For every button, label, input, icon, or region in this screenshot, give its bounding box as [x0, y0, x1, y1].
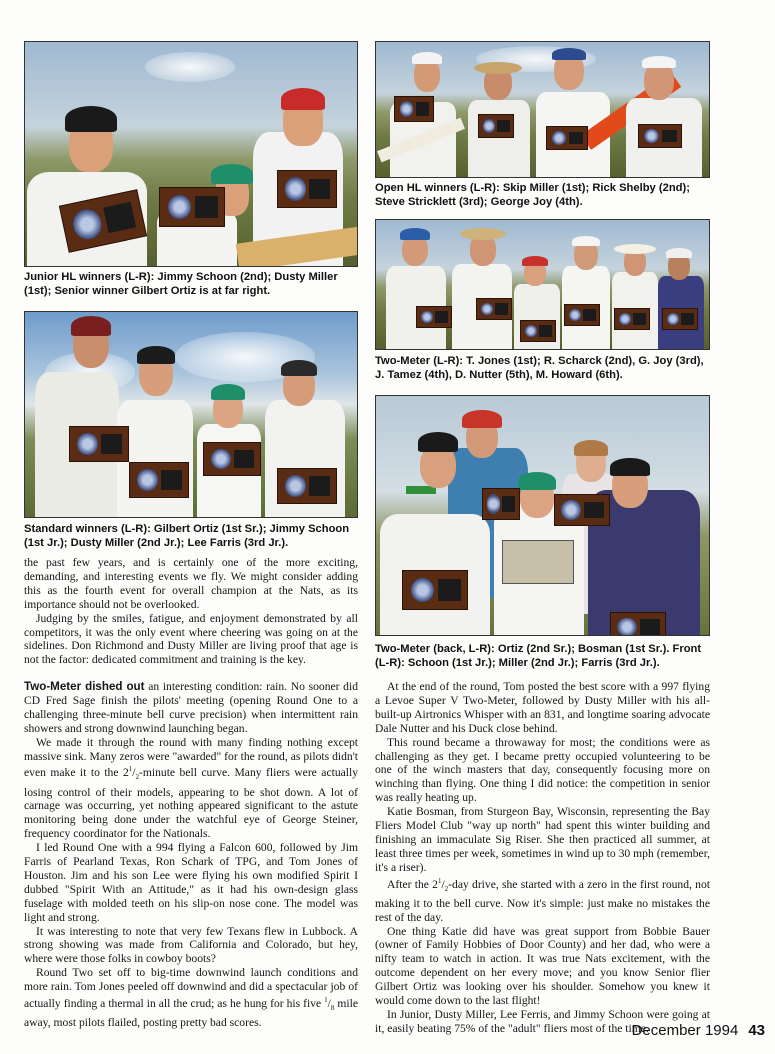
fraction-numerator: 1 [437, 876, 442, 885]
page-number: 43 [748, 1022, 765, 1039]
issue-date: December 1994 [631, 1022, 739, 1039]
photo-two-meter-group [375, 395, 710, 636]
paragraph [24, 680, 358, 736]
paragraph: Katie Bosman, from Sturgeon Bay, Wisconsin, representing the Bay Fliers Model Club "way up north" had spent this winter building and finishing an immaculate Sig Riser. She then practiced all summer, at least three times per week, sometimes in wind up to 30 mph (remember, it's a riser). [375, 805, 710, 874]
caption-junior-hl: Junior HL winners (L-R): Jimmy Schoon (2nd); Dusty Miller (1st); Senior winner Gilbert Ortiz is at far right. [24, 271, 338, 297]
plaque [610, 612, 666, 636]
paragraph-text: mile away, most pilots flailed, posting pretty bad scores. [24, 996, 358, 1030]
caption-two-meter-group: Two-Meter (back, L-R): Ortiz (2nd Sr.); Bosman (1st Sr.). Front (L-R): Schoon (1st Jr.); Miller (2nd Jr.); Farris (3rd Jr.). [375, 643, 702, 669]
plaque [520, 320, 556, 342]
paragraph: Round Two set off to big-time downwind launch conditions and more rain. Tom Jones peeled off downwind and did a spectacular job of actually finding a thermal in all the crud; as he hung for his five $^1/_8$ mile away, most pilots flailed, posting pretty bad scores. [24, 966, 358, 1030]
plaque [277, 170, 337, 208]
plaque [203, 442, 261, 476]
paragraph: One thing Katie did have was great support from Bobbie Bauer (owner of Family Hobbies of Door County) and her dad, who were a nifty team to watch in action. It was true Nats excitement, with the outcome dependent on her every move; and you know Senior flier Gilbert Ortiz was looking over his shoulder. Somehow you knew it would come down to the last flight! [375, 924, 710, 1008]
plaque [546, 126, 588, 150]
paragraph-text: -minute bell curve. Many fliers were actually losing control of their models, appearing to be shot down. A lot of carnage was occurring, yet nothing appeared significant to the astute monitoring being done under the watchful eye of George Steiner, frequency coordinator for the Nationals. [24, 766, 358, 841]
article-column-left-lower [24, 680, 358, 1030]
article-column-right [375, 680, 710, 1036]
paragraph: In Junior, Dusty Miller, Lee Ferris, and Jimmy Schoon were going at it, easily beating 75% of the "adult" fliers most of the time. [375, 1008, 710, 1035]
fraction-denominator: 2 [135, 773, 139, 782]
paragraph: After the $2^1/_2$-day drive, she started with a zero in the first round, not making it to the bell curve. Now it's simple: just make no mistakes the rest of the day. [375, 876, 710, 924]
paragraph: We made it through the round with many finding nothing except massive sink. Many zeros were "awarded" for the round, as pilots didn't even make it to the $2^1/_2$-minute bell curve. Many fliers were actually losing control of their models, appearing to be shot down. A lot of carnage was occurring, yet nothing appeared significant to the astute monitoring being done under the watchful eye of George Steiner, frequency coordinator for the Nationals. [24, 735, 358, 841]
paragraph-text: After the 2 [387, 877, 438, 891]
article-column-left-upper [24, 556, 358, 667]
plaque [564, 304, 600, 326]
photo-standard [24, 311, 358, 518]
plaque [614, 308, 650, 330]
caption-standard: Standard winners (L-R): Gilbert Ortiz (1st Sr.); Jimmy Schoon (1st Jr.); Dusty Miller (2nd Jr.); Lee Farris (3rd Jr.). [24, 523, 350, 549]
fraction-numerator: 1 [324, 996, 328, 1005]
page-footer [632, 1022, 765, 1039]
fraction-denominator: 8 [330, 1004, 335, 1013]
caption-two-meter: Two-Meter (L-R): T. Jones (1st); R. Scharck (2nd), G. Joy (3rd), J. Tamez (4th), D. Nutter (5th), M. Howard (6th). [375, 355, 704, 381]
plaque [159, 187, 225, 227]
paragraph-text: an interesting condition: rain. No sooner did CD Fred Sage finish the pilots' meeting (opening Round One to a challenging three-minute bell curve precision) when intermittent rain showers and strong downwind launching began. [24, 680, 358, 735]
photo-open-hl [375, 41, 710, 178]
paragraph: the past few years, and is certainly one of the more exciting, demanding, and interesting events we fly. We might consider adding this as the fourth event for overall champion at the Nats, as its importance should not be overlooked. [24, 556, 358, 611]
photo-junior-hl [24, 41, 358, 267]
plaque [69, 426, 129, 462]
plaque [662, 308, 698, 330]
plaque [277, 468, 337, 504]
plaque [129, 462, 189, 498]
plaque [402, 570, 468, 610]
fraction-numerator: 1 [128, 765, 133, 774]
paragraph: Judging by the smiles, fatigue, and enjoyment demonstrated by all competitors, it was the only event where cheering was going on at the sidelines. Don Richmond and Dusty Miller are living proof that age is not the factor: dedicated commitment and training is the key. [24, 611, 358, 667]
paragraph-text: We made it through the round with many finding nothing except massive sink. Many zeros were "awarded" for the round, as pilots didn't even make it to the 2 [24, 735, 358, 780]
paragraph: I led Round One with a 994 flying a Falcon 600, followed by Jim Farris of Pearland Texas, Ron Schark of TPG, and Tom Jones of Houston. Jim and his son Lee were flying his own modified Spirit I dubbed "Spirit With an Attitude," as it had his own-design glass fuselage with molded teeth on his slip-on nose cone. The model was light and strong. [24, 841, 358, 924]
paragraph: This round became a throwaway for most; the conditions were as challenging as they get. I became pretty occupied volunteering to be one of the winch masters that day, consequently focusing more on winching than flying. One thing I did notice: the competition in senior was really heating up. [375, 735, 710, 805]
plaque [394, 96, 434, 122]
paragraph: At the end of the round, Tom posted the best score with a 997 flying a Levoe Super V Two-Meter, followed by Dusty Miller with his all-built-up Airtronics Whisper with an 831, and longtime soaring advocate Dale Nutter and his Duck close behind. [375, 680, 710, 735]
section-lead: Two-Meter dished out [24, 680, 145, 693]
paragraph-text: -day drive, she started with a zero in the first round, not making it to the bell curve. Now it's simple: just make no mistakes the rest of the day. [375, 877, 710, 924]
paragraph-text: Round Two set off to big-time downwind launch conditions and more rain. Tom Jones peeled off downwind and did a spectacular job of actually finding a thermal in all the crud; as he hung for his five [24, 966, 358, 1010]
plaque [482, 488, 520, 520]
plaque [478, 114, 514, 138]
paragraph: It was interesting to note that very few Texans flew in Lubbock. A strong showing was made from California and Colorado, but hey, where were those folks in cowboy boots? [24, 924, 358, 966]
caption-open-hl: Open HL winners (L-R): Skip Miller (1st); Rick Shelby (2nd); Steve Stricklett (3rd); George Joy (4th). [375, 182, 690, 208]
plaque [476, 298, 512, 320]
plaque [416, 306, 452, 328]
plaque [554, 494, 610, 526]
plaque [638, 124, 682, 148]
fraction-denominator: 2 [444, 884, 449, 893]
photo-two-meter [375, 219, 710, 350]
